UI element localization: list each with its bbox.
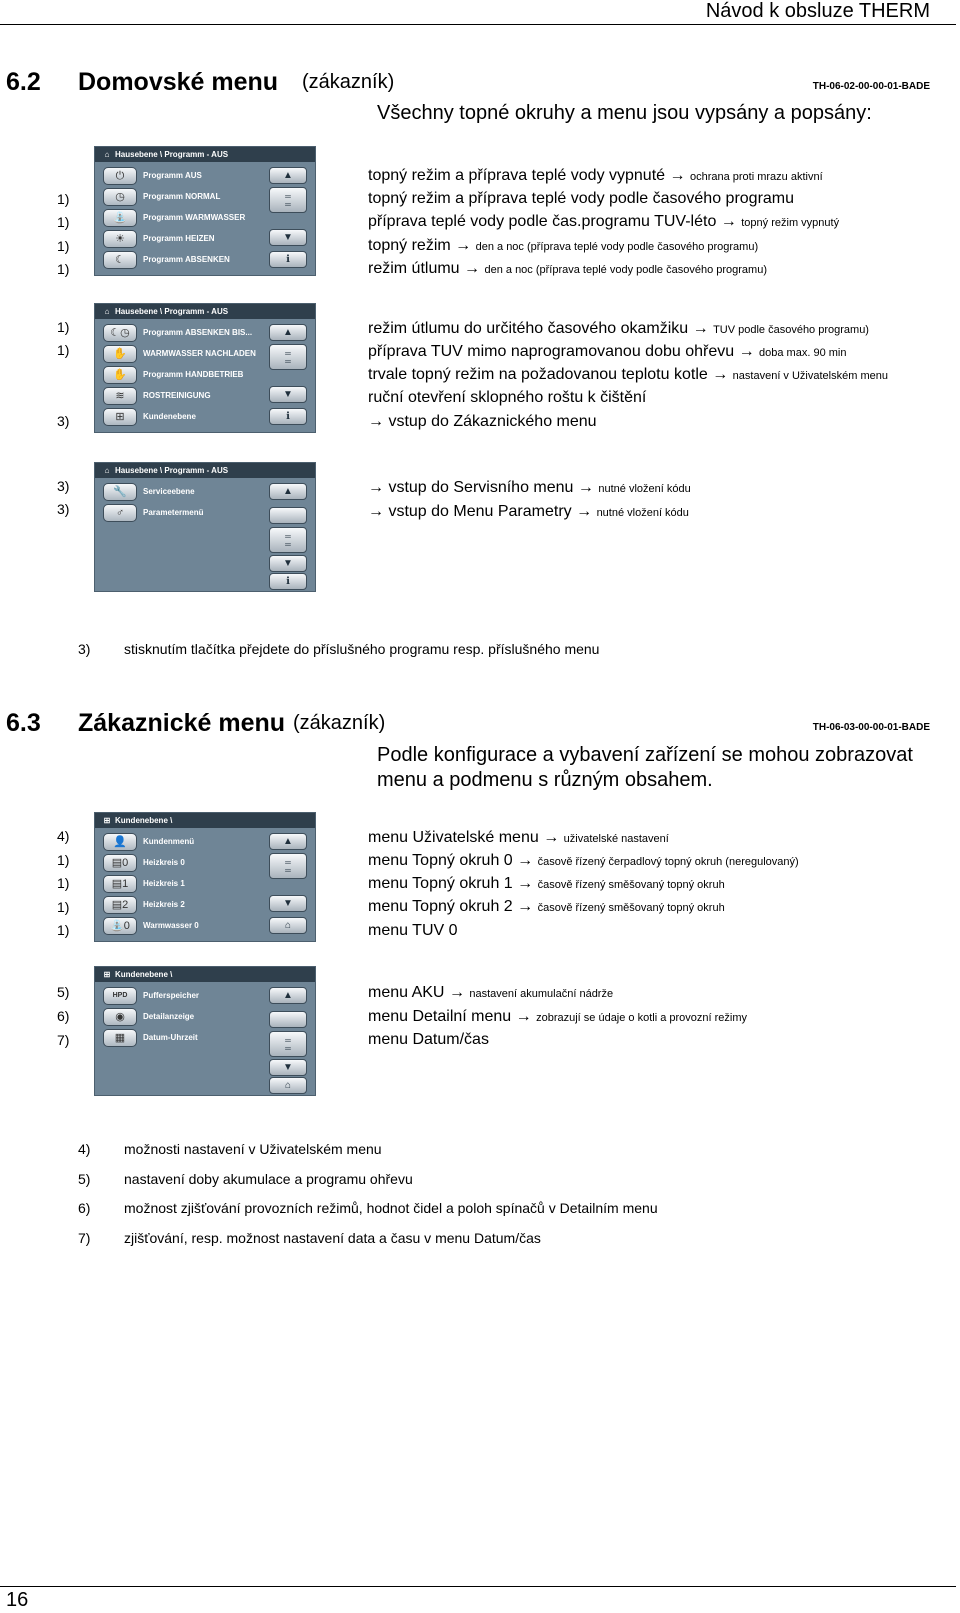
screen-item-programm-normal[interactable]: [103, 188, 266, 206]
arrow: →: [464, 260, 481, 277]
row63-3: [368, 898, 725, 916]
row-main: topný režim a příprava teplé vody vypnuté: [368, 167, 666, 184]
document-header-title: Návod k obsluze THERM: [705, 0, 930, 22]
row63-1: [368, 852, 799, 870]
screen-item-label: Datum-Uhrzeit: [143, 1033, 198, 1042]
home-icon: ⌂: [284, 1080, 292, 1091]
screen-item-label: Kundenmenü: [143, 837, 195, 846]
home-button[interactable]: [269, 1077, 307, 1094]
home-icon: ⌂: [104, 150, 110, 159]
screen-item-label: Heizkreis 1: [143, 879, 185, 888]
user-icon: 👤: [103, 833, 137, 851]
screen-item-kundenebene[interactable]: [103, 408, 266, 426]
row-main: vstup do Servisního menu: [388, 479, 574, 496]
screen-item-label: Serviceebene: [143, 487, 195, 496]
row-main: režim útlumu: [368, 260, 460, 277]
info-button[interactable]: [269, 251, 307, 268]
row-main: příprava TUV mimo naprogramovanou dobu ohřevu: [368, 343, 735, 360]
row-main: vstup do Menu Parametry: [388, 503, 572, 520]
scroll-up-button[interactable]: ▲: [269, 987, 307, 1004]
screen-customer-menu-2: [94, 966, 316, 1096]
footnote-text: možnost zjišťování provozních režimů, hodnot čidel a poloh spínačů v Detailním menu: [124, 1200, 658, 1216]
row-main: ruční otevření sklopného roštu k čištění: [368, 389, 647, 406]
footnote-number: 4): [78, 1141, 91, 1157]
screen-home-menu-3: [94, 462, 316, 592]
scroll-down-button[interactable]: ▼: [269, 1059, 307, 1076]
row-sub: nutné vložení kódu: [596, 507, 689, 519]
row63-7-number: 7): [57, 1032, 70, 1048]
row-2: [368, 213, 839, 231]
row-sub: topný režim vypnutý: [741, 217, 840, 229]
row-7: [368, 366, 888, 384]
row-main: topný režim a příprava teplé vody podle časového programu: [368, 190, 795, 207]
row-sub: zobrazují se údaje o kotli a provozní režimy: [536, 1012, 748, 1024]
screen-item-programm-aus[interactable]: [103, 167, 266, 185]
row-9: [368, 413, 597, 431]
header-rule: [0, 24, 956, 25]
row63-0-number: 4): [57, 828, 70, 844]
screen-item-label: Programm AUS: [143, 171, 202, 180]
screen-item-detailanzeige[interactable]: [103, 1008, 266, 1026]
row63-4: [368, 922, 458, 940]
row-main: trvale topný režim na požadovanou teplotu kotle: [368, 366, 708, 383]
arrow: →: [543, 829, 560, 846]
arrow: →: [515, 1008, 532, 1025]
row63-4-number: 1): [57, 922, 70, 938]
screen-title: Kundenebene \: [115, 816, 173, 825]
row-5-number: 1): [57, 319, 70, 335]
screen-item-label: WARMWASSER NACHLADEN: [143, 349, 256, 358]
row-sub: časově řízený směšovaný topný okruh: [537, 879, 725, 891]
hand-icon: ✋: [103, 366, 137, 384]
row63-2: [368, 875, 725, 893]
scroll-down-button[interactable]: ▼: [269, 229, 307, 246]
screen-item-label: Kundenebene: [143, 412, 196, 421]
row-2-number: 1): [57, 214, 70, 230]
screen-item-label: Programm HEIZEN: [143, 234, 215, 243]
badge: 0: [122, 857, 129, 869]
footer-rule: [0, 1586, 956, 1587]
screen-item-programm-warmwasser[interactable]: [103, 209, 266, 227]
arrow: →: [448, 984, 465, 1001]
menu-tree-icon: ⊞: [103, 408, 137, 426]
scrollbar-handle[interactable]: ═ ═: [269, 853, 307, 879]
row-sub: uživatelské nastavení: [563, 833, 669, 845]
row-11-number: 3): [57, 501, 70, 517]
footnote-text: stisknutím tlačítka přejdete do příslušného programu resp. příslušného menu: [124, 641, 600, 657]
row-1-number: 1): [57, 191, 70, 207]
screen-item-parametermenu[interactable]: [103, 504, 266, 522]
screen-item-programm-handbetrieb[interactable]: [103, 366, 266, 384]
row-main: menu Topný okruh 0: [368, 852, 513, 869]
row-3: [368, 237, 758, 255]
row-8: [368, 389, 646, 407]
row63-6: [368, 1008, 747, 1026]
footnote-text: nastavení doby akumulace a programu ohřevu: [124, 1171, 413, 1187]
row-main: příprava teplé vody podle čas.programu TUV-léto: [368, 213, 717, 230]
screen-item-label: Pufferspeicher: [143, 991, 200, 1000]
info-button[interactable]: [269, 408, 307, 425]
row63-6-number: 6): [57, 1008, 70, 1024]
row-4: [368, 260, 767, 278]
screen-item-label: Programm NORMAL: [143, 192, 221, 201]
row-main: menu Detailní menu: [368, 1008, 512, 1025]
screen-title: Kundenebene \: [115, 970, 173, 979]
screen-title-bar: [95, 813, 315, 828]
heating-circuit-icon: ▤1: [103, 875, 137, 893]
screen-title-bar: [95, 967, 315, 982]
badge: 0: [123, 920, 130, 932]
row-main: menu Uživatelské menu: [368, 829, 539, 846]
scroll-up-button[interactable]: ▲: [269, 324, 307, 341]
footnote-text: zjišťování, resp. možnost nastavení data a času v menu Datum/čas: [124, 1230, 541, 1246]
section-intro-6-3-line2: menu a podmenu s různým obsahem.: [377, 769, 713, 791]
section-code-6-2: TH-06-02-00-00-01-BADE: [812, 81, 930, 92]
arrow: →: [368, 503, 384, 520]
section-number-6-2: 6.2: [6, 68, 41, 96]
menu-tree-icon: ⊞: [103, 816, 111, 825]
row-main: menu Topný okruh 1: [368, 875, 513, 892]
row63-1-number: 1): [57, 852, 70, 868]
home-icon: ⌂: [284, 920, 292, 931]
screen-home-menu-1: [94, 146, 316, 276]
row-5: [368, 320, 869, 338]
home-button[interactable]: [269, 917, 307, 934]
screen-item-label: Programm WARMWASSER: [143, 213, 246, 222]
info-icon: ℹ: [286, 576, 290, 587]
row63-7: [368, 1031, 489, 1049]
screen-item-label: ROSTREINIGUNG: [143, 391, 211, 400]
calendar-icon: ▦: [103, 1029, 137, 1047]
footnote-number: 6): [78, 1200, 91, 1216]
info-button[interactable]: [269, 573, 307, 590]
power-icon: ⏻: [103, 167, 137, 185]
scroll-up-button[interactable]: ▲: [269, 167, 307, 184]
arrow: →: [669, 167, 686, 184]
heating-circuit-icon: ▤0: [103, 854, 137, 872]
tap-icon: ⛲0: [103, 917, 137, 935]
screen-title: Hausebene \ Programm - AUS: [115, 150, 229, 159]
arrow: →: [368, 413, 384, 430]
screen-item-pufferspeicher[interactable]: [103, 987, 266, 1005]
badge: 1: [122, 878, 129, 890]
moon-clock-icon: ☾◷: [103, 324, 137, 342]
clock-icon: ◷: [103, 188, 137, 206]
screen-title-bar: [95, 304, 315, 319]
tap-icon: ⛲: [103, 209, 137, 227]
row-main: menu TUV 0: [368, 922, 458, 939]
scroll-down-button[interactable]: ▼: [269, 555, 307, 572]
row-sub: TUV podle časového programu): [713, 324, 869, 336]
row-main: menu Datum/čas: [368, 1031, 489, 1048]
arrow: →: [517, 898, 534, 915]
row-0: [368, 167, 823, 185]
screen-item-label: Detailanzeige: [143, 1012, 195, 1021]
arrow: →: [712, 366, 729, 383]
section-code-6-3: TH-06-03-00-00-01-BADE: [812, 722, 930, 733]
screen-item-warmwasser-nachladen[interactable]: [103, 345, 266, 363]
scrollbar-handle[interactable]: ═ ═: [269, 187, 307, 213]
row-sub: ochrana proti mrazu aktivní: [689, 171, 823, 183]
page-number: 16: [6, 1589, 29, 1611]
row-main: vstup do Zákaznického menu: [388, 413, 597, 430]
section-intro-6-3-line1: Podle konfigurace a vybavení zařízení se mohou zobrazovat: [377, 744, 913, 766]
row-sub: den a noc (příprava teplé vody podle časového programu): [475, 241, 759, 253]
row63-2-number: 1): [57, 875, 70, 891]
footnote-number: 5): [78, 1171, 91, 1187]
section-intro-6-2: Všechny topné okruhy a menu jsou vypsány a popsány:: [377, 102, 872, 124]
row63-3-number: 1): [57, 899, 70, 915]
screen-item-programm-absenken[interactable]: [103, 251, 266, 269]
info-icon: ℹ: [286, 254, 290, 265]
hpd-icon: HPD: [103, 987, 137, 1005]
screen-item-label: Programm HANDBETRIEB: [143, 370, 244, 379]
row63-0: [368, 829, 669, 847]
footnote-number: 3): [78, 641, 91, 657]
screen-customer-menu-1: [94, 812, 316, 942]
scroll-track-button[interactable]: [269, 1011, 307, 1028]
screen-item-label: Heizkreis 0: [143, 858, 185, 867]
row-sub: nastavení akumulační nádrže: [469, 988, 614, 1000]
section-subtitle-6-3: (zákazník): [293, 712, 386, 734]
scroll-up-button[interactable]: ▲: [269, 483, 307, 500]
screen-home-menu-2: [94, 303, 316, 433]
screen-item-kundenmenu[interactable]: [103, 833, 266, 851]
hand-tap-icon: ✋: [103, 345, 137, 363]
row-sub: doba max. 90 min: [759, 347, 847, 359]
row-9-number: 3): [57, 413, 70, 429]
row63-5-number: 5): [57, 984, 70, 1000]
screen-item-programm-heizen[interactable]: [103, 230, 266, 248]
row-11: [368, 503, 689, 521]
arrow: →: [368, 479, 384, 496]
scroll-down-button[interactable]: ▼: [269, 386, 307, 403]
badge: 2: [122, 899, 129, 911]
moon-icon: ☾: [103, 251, 137, 269]
screen-item-programm-absenken-bis[interactable]: [103, 324, 266, 342]
row-4-number: 1): [57, 261, 70, 277]
sun-icon: ☀: [103, 230, 137, 248]
arrow: →: [517, 875, 534, 892]
row-main: topný režim: [368, 237, 451, 254]
arrow: →: [692, 320, 709, 337]
screen-item-warmwasser-0[interactable]: [103, 917, 266, 935]
screen-title: Hausebene \ Programm - AUS: [115, 466, 229, 475]
screen-item-label: Parametermenü: [143, 508, 204, 517]
arrow: →: [720, 213, 737, 230]
row-sub: den a noc (příprava teplé vody podle časového programu): [484, 264, 767, 276]
screen-item-heizkreis-0[interactable]: [103, 854, 266, 872]
scrollbar-handle[interactable]: ═ ═: [269, 1031, 307, 1057]
row-sub: časově řízený čerpadlový topný okruh (neregulovaný): [537, 856, 799, 868]
scroll-up-button[interactable]: ▲: [269, 833, 307, 850]
scroll-track-button[interactable]: [269, 507, 307, 524]
home-icon: ⌂: [104, 307, 110, 316]
row-sub: časově řízený směšovaný topný okruh: [537, 902, 725, 914]
section-title-6-2: Domovské menu: [78, 68, 279, 96]
row63-5: [368, 984, 613, 1002]
grate-icon: ≋: [103, 387, 137, 405]
heating-circuit-icon: ▤2: [103, 896, 137, 914]
arrow: →: [738, 343, 755, 360]
screen-item-rostreinigung[interactable]: [103, 387, 266, 405]
scroll-down-button[interactable]: ▼: [269, 895, 307, 912]
screen-item-label: Programm ABSENKEN: [143, 255, 230, 264]
row-main: menu Topný okruh 2: [368, 898, 513, 915]
screen-title-bar: [95, 463, 315, 478]
scrollbar-handle[interactable]: ═ ═: [269, 527, 307, 553]
scrollbar-handle[interactable]: ═ ═: [269, 344, 307, 370]
row-10: [368, 479, 691, 497]
arrow: →: [517, 852, 534, 869]
screen-title-bar: [95, 147, 315, 162]
section-title-6-3: Zákaznické menu: [78, 709, 286, 737]
row-main: menu AKU: [368, 984, 445, 1001]
row-sub: nutné vložení kódu: [598, 483, 691, 495]
footnote-text: možnosti nastavení v Uživatelském menu: [124, 1141, 382, 1157]
home-icon: ⌂: [104, 466, 110, 475]
section-subtitle-6-2: (zákazník): [302, 71, 395, 93]
menu-tree-icon: ⊞: [103, 970, 111, 979]
screen-item-label: Warmwasser 0: [143, 921, 199, 930]
footnote-number: 7): [78, 1230, 91, 1246]
row-sub: nastavení v Uživatelském menu: [732, 370, 888, 382]
eye-icon: ◉: [103, 1008, 137, 1026]
row-main: režim útlumu do určitého časového okamžiku: [368, 320, 689, 337]
screen-item-datum-uhrzeit[interactable]: [103, 1029, 266, 1047]
row-1: [368, 190, 794, 208]
screen-title: Hausebene \ Programm - AUS: [115, 307, 229, 316]
row-10-number: 3): [57, 478, 70, 494]
screen-item-heizkreis-2[interactable]: [103, 896, 266, 914]
parameter-icon: ♂: [103, 504, 137, 522]
screen-item-label: Heizkreis 2: [143, 900, 185, 909]
arrow: →: [577, 479, 594, 496]
wrench-icon: 🔧: [103, 483, 137, 501]
screen-item-serviceebene[interactable]: [103, 483, 266, 501]
info-icon: ℹ: [286, 411, 290, 422]
row-3-number: 1): [57, 238, 70, 254]
row-6-number: 1): [57, 342, 70, 358]
section-number-6-3: 6.3: [6, 709, 41, 737]
screen-item-label: Programm ABSENKEN BIS...: [143, 328, 253, 337]
arrow: →: [455, 237, 472, 254]
screen-item-heizkreis-1[interactable]: [103, 875, 266, 893]
arrow: →: [576, 503, 593, 520]
row-6: [368, 343, 846, 361]
